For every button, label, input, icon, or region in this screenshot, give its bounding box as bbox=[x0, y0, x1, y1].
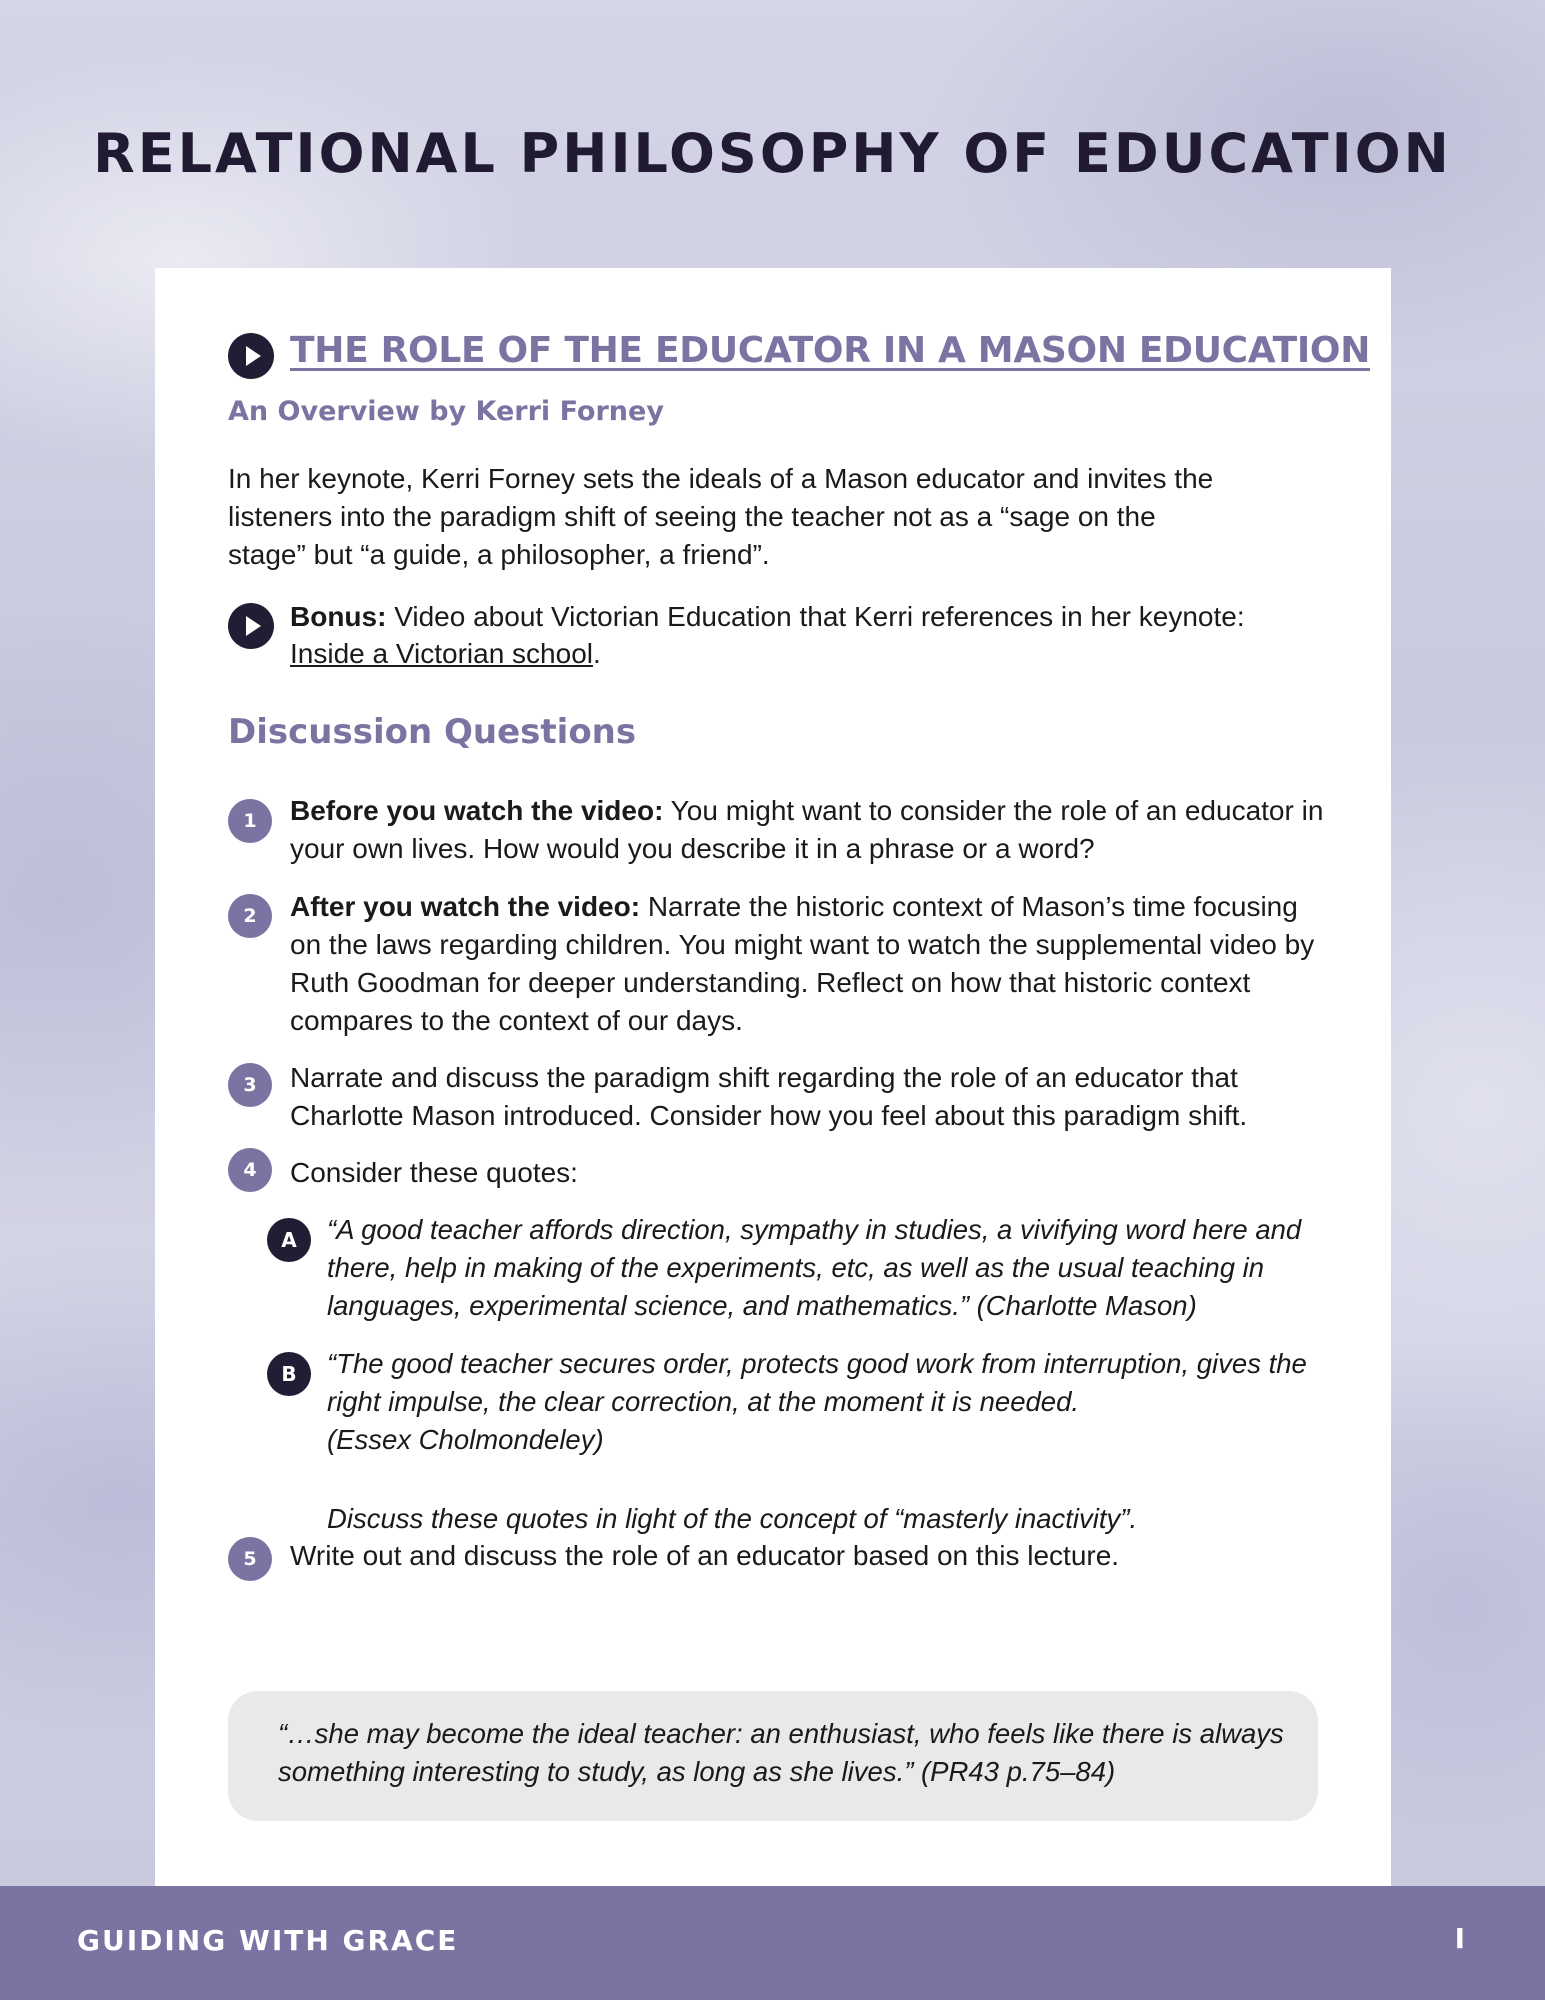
question-item bbox=[290, 888, 1330, 1040]
question-lead: After you watch the video: bbox=[290, 891, 641, 922]
question-item: Write out and discuss the role of an educator based on this lecture. bbox=[290, 1540, 1120, 1571]
quote-text-line: “The good teacher secures order, protects good work from interruption, gives the right impulse, the clear correction, at the moment it is needed. bbox=[327, 1348, 1307, 1417]
quote-letter-badge: B bbox=[267, 1352, 311, 1396]
quote-text: “A good teacher affords direction, sympathy in studies, a vivifying word here and there, help in making of the experiments, etc, as well as the usual teaching in languages, experimental science, and mathematics.” (Charlotte Mason) bbox=[327, 1214, 1302, 1321]
question-item: Consider these quotes: bbox=[290, 1157, 578, 1188]
quote-attribution: (Essex Cholmondeley) bbox=[327, 1424, 604, 1455]
footer-bar bbox=[0, 1886, 1545, 2000]
page-number: I bbox=[1454, 1922, 1465, 1955]
bonus-text: Video about Victorian Education that Kerri references in her keynote: bbox=[386, 601, 1245, 632]
content-card bbox=[155, 268, 1391, 1888]
bonus-label: Bonus: bbox=[290, 601, 387, 632]
question-number-badge: 1 bbox=[228, 799, 272, 843]
question-item: Narrate and discuss the paradigm shift regarding the role of an educator that Charlotte Mason introduced. Consider how you feel about this paradigm shift. bbox=[290, 1062, 1248, 1131]
question-number-badge: 5 bbox=[228, 1537, 272, 1581]
quote-letter-badge: A bbox=[267, 1218, 311, 1262]
section-subtitle: An Overview by Kerri Forney bbox=[228, 396, 664, 427]
question-number-badge: 2 bbox=[228, 894, 272, 938]
victorian-school-link[interactable]: Inside a Victorian school bbox=[290, 638, 593, 669]
question-lead: Before you watch the video: bbox=[290, 795, 664, 826]
quote-text bbox=[327, 1345, 1337, 1459]
question-number-badge: 4 bbox=[228, 1148, 272, 1192]
bonus-paragraph bbox=[290, 598, 1290, 672]
question-text: You might want to consider the role of an educator in your own lives. How would you describe it in a phrase or a word? bbox=[290, 795, 1324, 864]
discussion-heading: Discussion Questions bbox=[228, 712, 637, 752]
section-title-link[interactable]: THE ROLE OF THE EDUCATOR IN A MASON EDUCATION bbox=[290, 330, 1371, 371]
play-icon[interactable] bbox=[228, 333, 274, 379]
question-text: Narrate the historic context of Mason’s time focusing on the laws regarding children. You might want to watch the supplemental video by Ruth Goodman for deeper understanding. Reflect on how that historic context compares to the context of our days. bbox=[290, 891, 1315, 1036]
callout-quote: “…she may become the ideal teacher: an enthusiast, who feels like there is always something interesting to study, as long as she lives.” (PR43 p.75–84) bbox=[278, 1718, 1284, 1787]
quotes-discussion-note: Discuss these quotes in light of the concept of “masterly inactivity”. bbox=[327, 1503, 1138, 1534]
quote-callout bbox=[228, 1691, 1318, 1821]
page-title: RELATIONAL PHILOSOPHY OF EDUCATION bbox=[93, 122, 1452, 185]
question-number-badge: 3 bbox=[228, 1063, 272, 1107]
intro-paragraph: In her keynote, Kerri Forney sets the ideals of a Mason educator and invites the listeners into the paradigm shift of seeing the teacher not as a “sage on the stage” but “a guide, a philosopher, a friend”. bbox=[228, 463, 1214, 570]
play-icon[interactable] bbox=[228, 603, 274, 649]
footer-brand: GUIDING WITH GRACE bbox=[77, 1924, 459, 1957]
bonus-after: . bbox=[593, 638, 601, 669]
question-item bbox=[290, 792, 1330, 868]
